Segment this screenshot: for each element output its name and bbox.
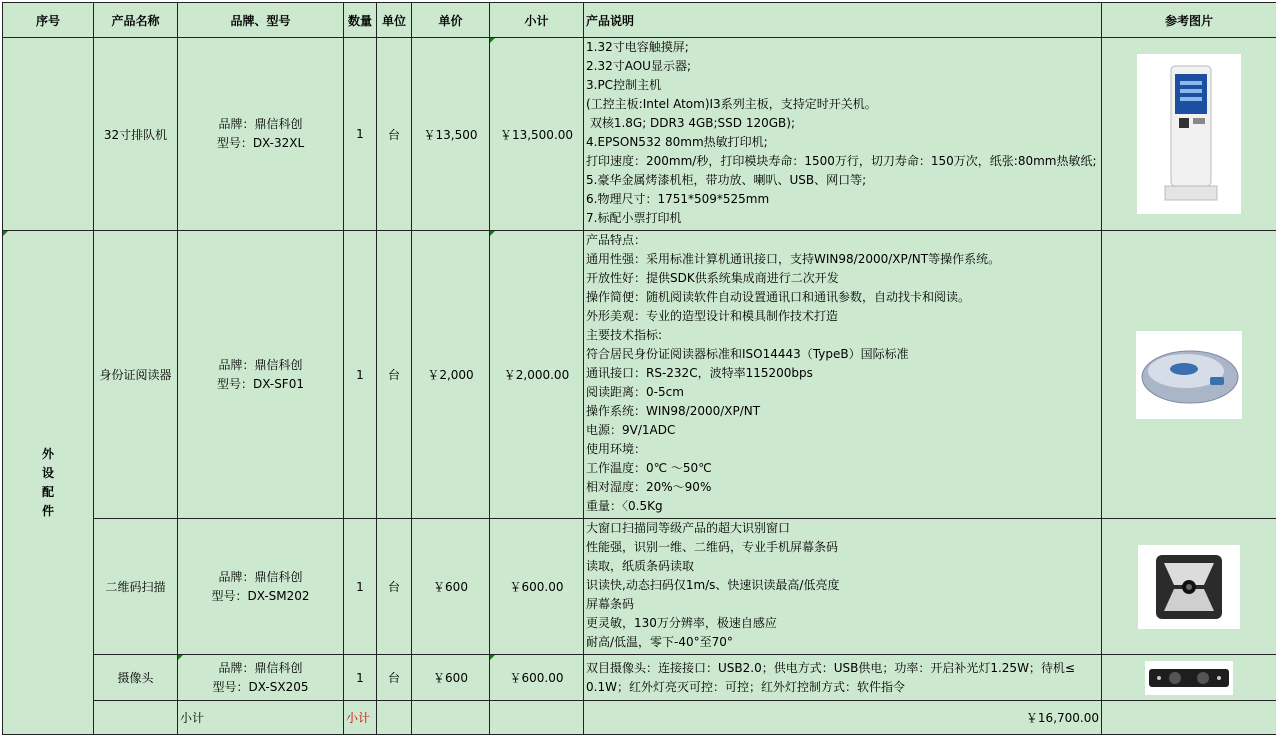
scanner-image <box>1138 545 1240 629</box>
product-name: 二维码扫描 <box>94 519 178 655</box>
brand-model-cell <box>178 38 344 231</box>
desc-line: 相对湿度：20%～90% <box>586 480 712 494</box>
description-cell <box>584 519 1102 655</box>
desc-line: 通讯接口：RS-232C，波特率115200bps <box>586 366 813 380</box>
unit-cell: 台 <box>377 231 412 519</box>
quote-table <box>2 2 1276 735</box>
header-subtotal: 小计 <box>490 3 584 38</box>
model-text: 型号：DX-SF01 <box>217 376 304 391</box>
description-cell <box>584 231 1102 519</box>
desc-line: (工控主板:Intel Atom)I3系列主板，支持定时开关机。 <box>586 97 877 111</box>
desc-line: 4.EPSON532 80mm热敏打印机; <box>586 135 768 149</box>
model-text: 型号：DX-SM202 <box>211 588 310 603</box>
desc-line: 操作系统：WIN98/2000/XP/NT <box>586 404 761 418</box>
unit-cell: 台 <box>377 655 412 701</box>
desc-line: 7.标配小票打印机 <box>586 211 682 225</box>
subtotal-empty-cell <box>490 701 584 735</box>
subtotal-cell: ￥600.00 <box>490 655 584 701</box>
group-label-char: 件 <box>41 503 54 518</box>
group-label-cell <box>3 231 94 735</box>
header-brand-model: 品牌、型号 <box>178 3 344 38</box>
product-name: 身份证阅读器 <box>94 231 178 519</box>
desc-line: 5.豪华金属烤漆机柜，带功放、喇叭、USB、网口等; <box>586 173 867 187</box>
brand-text: 品牌：鼎信科创 <box>218 357 303 372</box>
subtotal-cell: ￥600.00 <box>490 519 584 655</box>
subtotal-empty-cell <box>1102 701 1276 735</box>
desc-line: 1.32寸电容触摸屏; <box>586 40 689 54</box>
brand-model-cell <box>178 655 344 701</box>
desc-line: 使用环境： <box>586 442 647 456</box>
desc-line: 0.1W；红外灯亮灭可控：可控；红外灯控制方式：软件指令 <box>586 679 905 694</box>
desc-line: 屏幕条码 <box>586 597 635 611</box>
subtotal-cell: ￥2,000.00 <box>490 231 584 519</box>
desc-line: 阅读距离：0-5cm <box>586 385 684 399</box>
desc-line: 更灵敏，130万分辨率，极速自感应 <box>586 616 777 630</box>
brand-text: 品牌：鼎信科创 <box>218 117 303 131</box>
image-cell <box>1102 38 1276 231</box>
desc-line: 主要技术指标: <box>586 328 663 342</box>
header-description: 产品说明 <box>584 3 1102 38</box>
subtotal-empty-cell <box>94 701 178 735</box>
camera-image <box>1145 661 1233 695</box>
kiosk-image <box>1137 54 1241 214</box>
header-row <box>3 3 1276 38</box>
desc-line: 识读快,动态扫码仅1m/s、快速识读最高/低亮度 <box>586 578 840 592</box>
desc-line: 3.PC控制主机 <box>586 78 662 92</box>
desc-line: 通用性强：采用标准计算机通讯接口，支持WIN98/2000/XP/NT等操作系统。 <box>586 252 1001 266</box>
id-reader-image <box>1136 331 1242 419</box>
desc-line: 操作简便：随机阅读软件自动设置通讯口和通讯参数，自动找卡和阅读。 <box>586 290 971 304</box>
header-price: 单价 <box>412 3 490 38</box>
price-cell: ￥600 <box>412 519 490 655</box>
subtotal-cell: ￥13,500.00 <box>490 38 584 231</box>
desc-line: 重量：〈0.5Kg <box>586 499 663 513</box>
desc-line: 符合居民身份证阅读器标准和ISO14443（TypeB）国际标准 <box>586 347 909 361</box>
brand-model-cell <box>178 519 344 655</box>
group-label-char: 设 <box>41 465 54 480</box>
description-cell <box>584 655 1102 701</box>
table-row <box>3 519 1276 655</box>
desc-line: 双核1.8G; DDR3 4GB;SSD 120GB); <box>586 116 795 130</box>
header-qty: 数量 <box>344 3 377 38</box>
subtotal-empty-cell <box>412 701 490 735</box>
group-label-char: 外 <box>41 446 54 461</box>
unit-cell: 台 <box>377 38 412 231</box>
price-cell: ￥2,000 <box>412 231 490 519</box>
model-text: 型号：DX-32XL <box>216 136 305 150</box>
grand-total: ￥16,700.00 <box>584 701 1102 735</box>
group-label-char: 配 <box>41 484 54 499</box>
subtotal-label-red: 小计 <box>344 701 377 735</box>
desc-line: 电源：9V/1ADC <box>586 423 676 437</box>
desc-line: 双目摄像头：连接接口：USB2.0；供电方式：USB供电；功率：开启补光灯1.25W；待机≤ <box>586 660 1075 675</box>
description-cell <box>584 38 1102 231</box>
qty-cell: 1 <box>344 655 377 701</box>
table-row <box>3 38 1276 231</box>
desc-line: 外形美观：专业的造型设计和模具制作技术打造 <box>586 309 839 323</box>
image-cell <box>1102 655 1276 701</box>
brand-text: 品牌：鼎信科创 <box>218 660 303 675</box>
price-cell: ￥13,500 <box>412 38 490 231</box>
model-text: 型号：DX-SX205 <box>212 679 309 694</box>
desc-line: 耐高/低温，零下-40°至70° <box>586 635 733 649</box>
table-row <box>3 655 1276 701</box>
qty-cell: 1 <box>344 519 377 655</box>
image-cell <box>1102 519 1276 655</box>
desc-line: 大窗口扫描同等级产品的超大识别窗口 <box>586 521 791 535</box>
header-index: 序号 <box>3 3 94 38</box>
product-name: 32寸排队机 <box>94 38 178 231</box>
subtotal-empty-cell <box>377 701 412 735</box>
price-cell: ￥600 <box>412 655 490 701</box>
product-name: 摄像头 <box>94 655 178 701</box>
subtotal-label: 小计 <box>178 701 344 735</box>
desc-line: 6.物理尺寸：1751*509*525mm <box>586 192 770 206</box>
index-cell-empty <box>3 38 94 231</box>
header-reference-image: 参考图片 <box>1102 3 1276 38</box>
desc-line: 产品特点： <box>586 233 647 247</box>
subtotal-row <box>3 701 1276 735</box>
qty-cell: 1 <box>344 231 377 519</box>
brand-text: 品牌：鼎信科创 <box>218 569 303 584</box>
desc-line: 读取，纸质条码读取 <box>586 559 695 573</box>
unit-cell: 台 <box>377 519 412 655</box>
desc-line: 性能强，识别一维、二维码，专业手机屏幕条码 <box>586 540 839 554</box>
image-cell <box>1102 231 1276 519</box>
desc-line: 打印速度：200mm/秒，打印模块寿命：1500万行，切刀寿命：150万次，纸张:80mm热敏纸; <box>586 154 1097 168</box>
desc-line: 2.32寸AOU显示器; <box>586 59 691 73</box>
desc-line: 工作温度：0℃ ～50℃ <box>586 461 712 475</box>
header-product-name: 产品名称 <box>94 3 178 38</box>
table-row <box>3 231 1276 519</box>
desc-line: 开放性好：提供SDK供系统集成商进行二次开发 <box>586 271 839 285</box>
brand-model-cell <box>178 231 344 519</box>
qty-cell: 1 <box>344 38 377 231</box>
header-unit: 单位 <box>377 3 412 38</box>
